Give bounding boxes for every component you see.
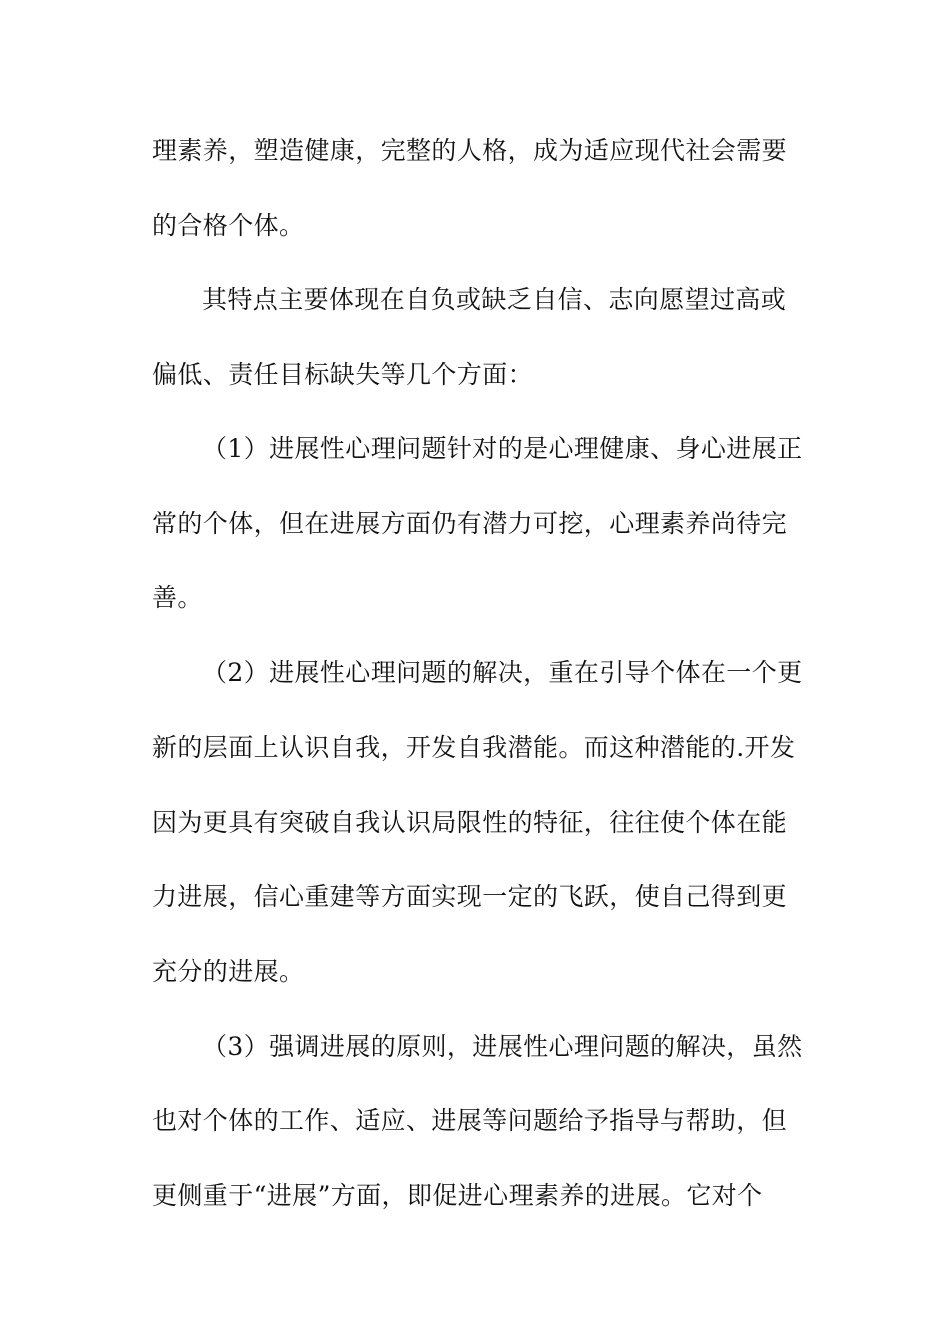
text-line-9: 新的层面上认识自我，开发自我潜能。而这种潜能的.开发 <box>152 733 796 762</box>
text-line-6: 常的个体，但在进展方面仍有潜力可挖，心理素养尚待完 <box>152 509 788 538</box>
text-line-8: （2）进展性心理问题的解决，重在引导个体在一个更 <box>202 658 803 687</box>
text-line-2: 的合格个体。 <box>152 211 305 240</box>
text-line-5: （1）进展性心理问题针对的是心理健康、身心进展正 <box>202 434 803 463</box>
text-line-3: 其特点主要体现在自负或缺乏自信、志向愿望过高或 <box>202 285 787 314</box>
text-line-15: 更侧重于“进展”方面，即促进心理素养的进展。它对个 <box>152 1181 763 1210</box>
text-line-12: 充分的进展。 <box>152 957 305 986</box>
text-line-1: 理素养，塑造健康，完整的人格，成为适应现代社会需要 <box>152 136 788 165</box>
text-line-11: 力进展，信心重建等方面实现一定的飞跃，使自己得到更 <box>152 882 788 911</box>
text-line-13: （3）强调进展的原则，进展性心理问题的解决，虽然 <box>202 1032 803 1061</box>
text-line-7: 善。 <box>152 583 203 612</box>
text-line-4: 偏低、责任目标缺失等几个方面： <box>152 360 534 389</box>
text-line-10: 因为更具有突破自我认识局限性的特征，往往使个体在能 <box>152 808 788 837</box>
text-line-14: 也对个体的工作、适应、进展等问题给予指导与帮助，但 <box>152 1106 788 1135</box>
